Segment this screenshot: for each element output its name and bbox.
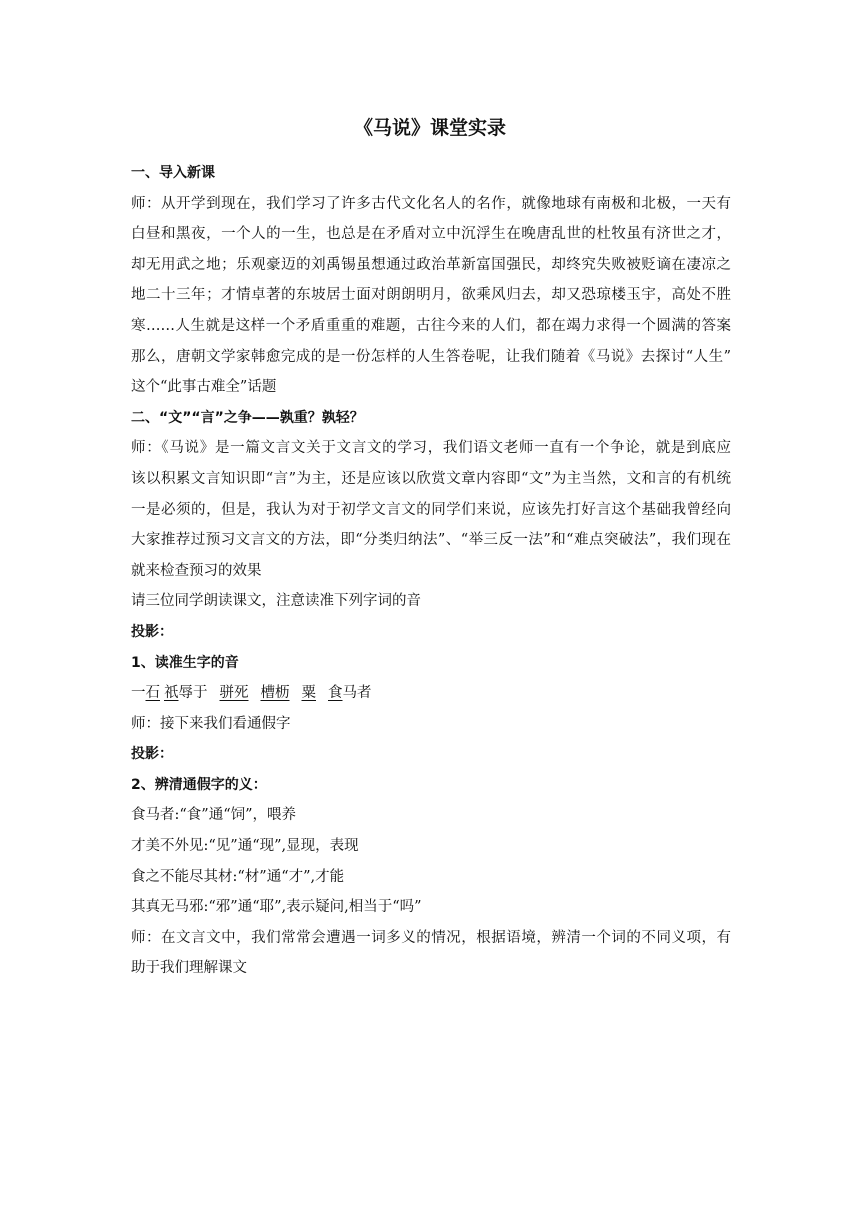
- paragraph-line: 寒……人生就是这样一个矛盾重重的难题，古往今来的人们，都在竭力求得一个圆满的答案: [131, 317, 731, 334]
- paragraph-line: 师：在文言文中，我们常常会遭遇一词多义的情况，根据语境，辨清一个词的不同义项，有: [131, 929, 731, 946]
- underlined-word: 石: [145, 685, 160, 702]
- projection-label: 投影：: [131, 746, 173, 763]
- word-prefix: 一: [131, 685, 146, 702]
- word-suffix: 马者: [342, 685, 372, 702]
- subheading-pronunciation: 1、读准生字的音: [131, 654, 239, 671]
- paragraph-line: 那么，唐朝文学家韩愈完成的是一份怎样的人生答卷呢，让我们随着《马说》去探讨“人生”: [131, 348, 731, 365]
- paragraph-line: 却无用武之地；乐观豪迈的刘禹锡虽想通过政治革新富国强民，却终究失败被贬谪在凄凉之: [131, 256, 731, 273]
- word-suffix: 辱于: [178, 685, 208, 702]
- underlined-word: 槽枥: [260, 685, 290, 702]
- paragraph-line: 师：从开学到现在，我们学习了许多古代文化名人的名作，就像地球有南极和北极，一天有: [131, 195, 731, 212]
- word-list: [131, 678, 731, 709]
- document-title: 《马说》课堂实录: [353, 117, 506, 139]
- paragraph-line: 白昼和黑夜，一个人的一生，也总是在矛盾对立中沉浮生在晚唐乱世的杜牧虽有济世之才，: [131, 226, 731, 243]
- paragraph-line: 该以积累文言知识即“言”为主，还是应该以欣赏文章内容即“文”为主当然，文和言的有机统: [131, 470, 731, 487]
- definition-line: 食之不能尽其材:“材”通“才”,才能: [131, 868, 345, 885]
- underlined-word: 食: [328, 685, 343, 702]
- section-heading-2: 二、“文”“言”之争——孰重？孰轻？: [131, 409, 364, 426]
- definition-line: 才美不外见:“见”通“现”,显现，表现: [131, 838, 359, 855]
- paragraph-line: 助于我们理解课文: [131, 960, 247, 977]
- projection-label: 投影：: [131, 623, 173, 640]
- subheading-tongjia: 2、辨清通假字的义：: [131, 776, 267, 793]
- document-body: [131, 158, 731, 984]
- paragraph-line: 地二十三年；才情卓著的东坡居士面对朗朗明月，欲乘风归去，却又恐琼楼玉宇，高处不胜: [131, 287, 731, 304]
- paragraph-line: 师：《马说》是一篇文言文关于文言文的学习，我们语文老师一直有一个争论，就是到底应: [131, 440, 731, 457]
- underlined-word: 骈死: [219, 685, 249, 702]
- section-heading-1: 一、导入新课: [131, 165, 215, 181]
- paragraph-line: 就来检查预习的效果: [131, 562, 262, 579]
- definition-line: 其真无马邪:“邪”通“耶”,表示疑问,相当于“吗”: [131, 899, 422, 916]
- paragraph-line: 师：接下来我们看通假字: [131, 715, 291, 732]
- underlined-word: 粟: [301, 685, 316, 702]
- paragraph-line: 大家推荐过预习文言文的方法，即“分类归纳法”、“举三反一法”和“难点突破法”，我们现在: [131, 532, 731, 549]
- paragraph-line: 这个“此事古难全”话题: [131, 379, 277, 396]
- paragraph-line: 请三位同学朗读课文，注意读准下列字词的音: [131, 593, 421, 610]
- underlined-word: 祇: [164, 685, 179, 702]
- paragraph-line: 一是必须的，但是，我认为对于初学文言文的同学们来说，应该先打好言这个基础我曾经向: [131, 501, 731, 518]
- definition-line: 食马者:“食”通“饲”，喂养: [131, 807, 297, 824]
